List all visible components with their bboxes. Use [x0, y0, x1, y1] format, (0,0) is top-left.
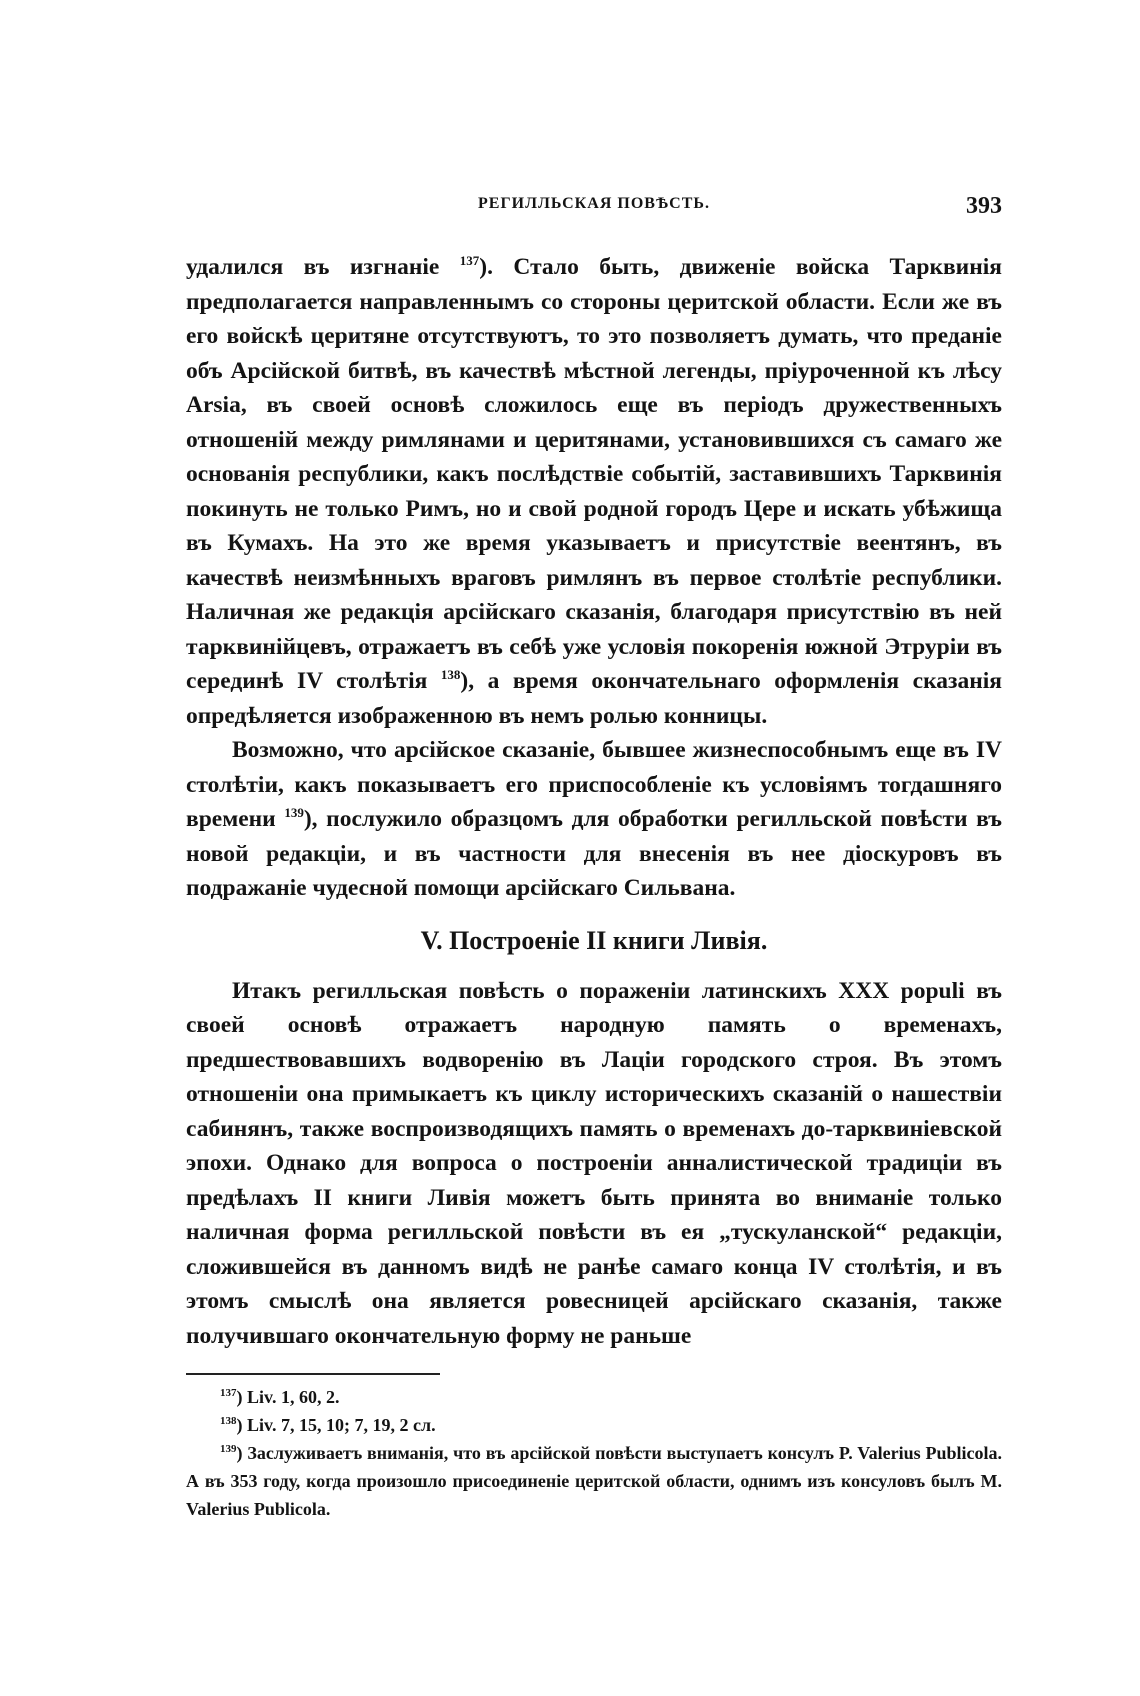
- footnote-number: [220, 1411, 237, 1439]
- running-title: РЕГИЛЛЬСКАЯ ПОВѢСТЬ.: [478, 195, 710, 212]
- page-number: 393: [966, 193, 1002, 219]
- footnote-number: [220, 1439, 237, 1467]
- footnote-divider: [186, 1373, 440, 1375]
- paragraph-text: ). Стало быть, движеніе войска Тарквинія предполагается направленнымъ со стороны церитской области. Если же въ его войскѣ церитяне отсутствуютъ, то это позволяетъ думать, что преданіе объ Арсійской битвѣ, въ качествѣ мѣстной легенды, пріуроченной къ лѣсу Arsia, въ своей основѣ сложилось еще въ періодъ дружественныхъ отношеній между римлянами и церитянами, установившихся съ самаго же основанія республики, какъ послѣдствіе событій, заставившихъ Тарквинія покинуть не только Римъ, но и свой родной городъ Церe и искать убѣжища въ Кумахъ. На это же время указываетъ и присутствіе веентянъ, въ качествѣ неизмѣнныхъ враговъ римлянъ въ первое столѣтіе республики. Наличная же редакція арсійскаго сказанія, благодаря присутствію въ ней тарквинійцевъ, отражаетъ въ себѣ уже условія покоренія южной Этруріи въ серединѣ IV столѣтія: [186, 254, 1002, 694]
- paragraph-2: [186, 733, 1002, 906]
- footnote-number-sup: 138: [220, 1415, 237, 1427]
- footnote-text: ) Заслуживаетъ вниманія, что въ арсійской повѣсти выступаетъ консулъ P. Valerius Publicola. А въ 353 году, когда произошло присоединеніе церитской области, однимъ изъ консуловъ былъ M. Valerius Publicola.: [186, 1443, 1002, 1519]
- main-text: [186, 250, 1002, 1353]
- footnote-138: [186, 1411, 1002, 1439]
- footnote-text: ) Liv. 7, 15, 10; 7, 19, 2 сл.: [236, 1415, 436, 1435]
- paragraph-text: ), а время окончательнаго оформленія сказанія опредѣляется изображенною въ немъ ролью конницы.: [186, 668, 1002, 729]
- footnote-137: [186, 1383, 1002, 1411]
- footnote-ref: 138: [440, 667, 461, 682]
- page-header: [186, 193, 1002, 223]
- paragraph-3: [186, 974, 1002, 1354]
- footnote-text: ) Liv. 1, 60, 2.: [236, 1387, 340, 1407]
- paragraph-text: Возможно, что арсійское сказаніе, бывшее жизнеспособнымъ еще въ IV столѣтіи, какъ показываетъ его приспособленіе къ условіямъ тогдашняго времени: [186, 737, 1002, 832]
- paragraph-text: удалился въ изгнаніе: [186, 254, 460, 280]
- paragraph-text: ), послужило образцомъ для обработки регилльской повѣсти въ новой редакціи, и въ частности для внесенія въ нее діоскуровъ въ подражаніе чудесной помощи арсійскаго Сильвана.: [186, 806, 1002, 901]
- footnotes: [186, 1383, 1002, 1523]
- footnote-ref: 137: [459, 253, 480, 268]
- footnote-number-sup: 137: [220, 1387, 237, 1399]
- footnote-ref: 139: [284, 805, 304, 820]
- footnote-number: [220, 1383, 237, 1411]
- paragraph-text: Итакъ регилльская повѣсть о пораженіи латинскихъ XXX populi въ своей основѣ отражаетъ народную память о временахъ, предшествовавшихъ водворенію въ Лаціи городского строя. Въ этомъ отношеніи она примыкаетъ къ циклу историческихъ сказаній о нашествіи сабинянъ, также воспроизводящихъ память о временахъ до-тарквиніевской эпохи. Однако для вопроса о построеніи анналистической традиціи въ предѣлахъ II книги Ливія можетъ быть принята во вниманіе только наличная форма регилльской повѣсти въ ея „тускуланской“ редакціи, сложившейся въ данномъ видѣ не ранѣе самаго конца IV столѣтія, и въ этомъ смыслѣ она является ровесницей арсійскаго сказанія, также получившаго окончательную форму не раньше: [186, 977, 1002, 1349]
- section-heading: V. Построеніе II книги Ливія.: [420, 925, 768, 955]
- paragraph-1: [186, 250, 1002, 733]
- footnote-number-sup: 139: [220, 1443, 237, 1455]
- footnote-139: [186, 1439, 1002, 1523]
